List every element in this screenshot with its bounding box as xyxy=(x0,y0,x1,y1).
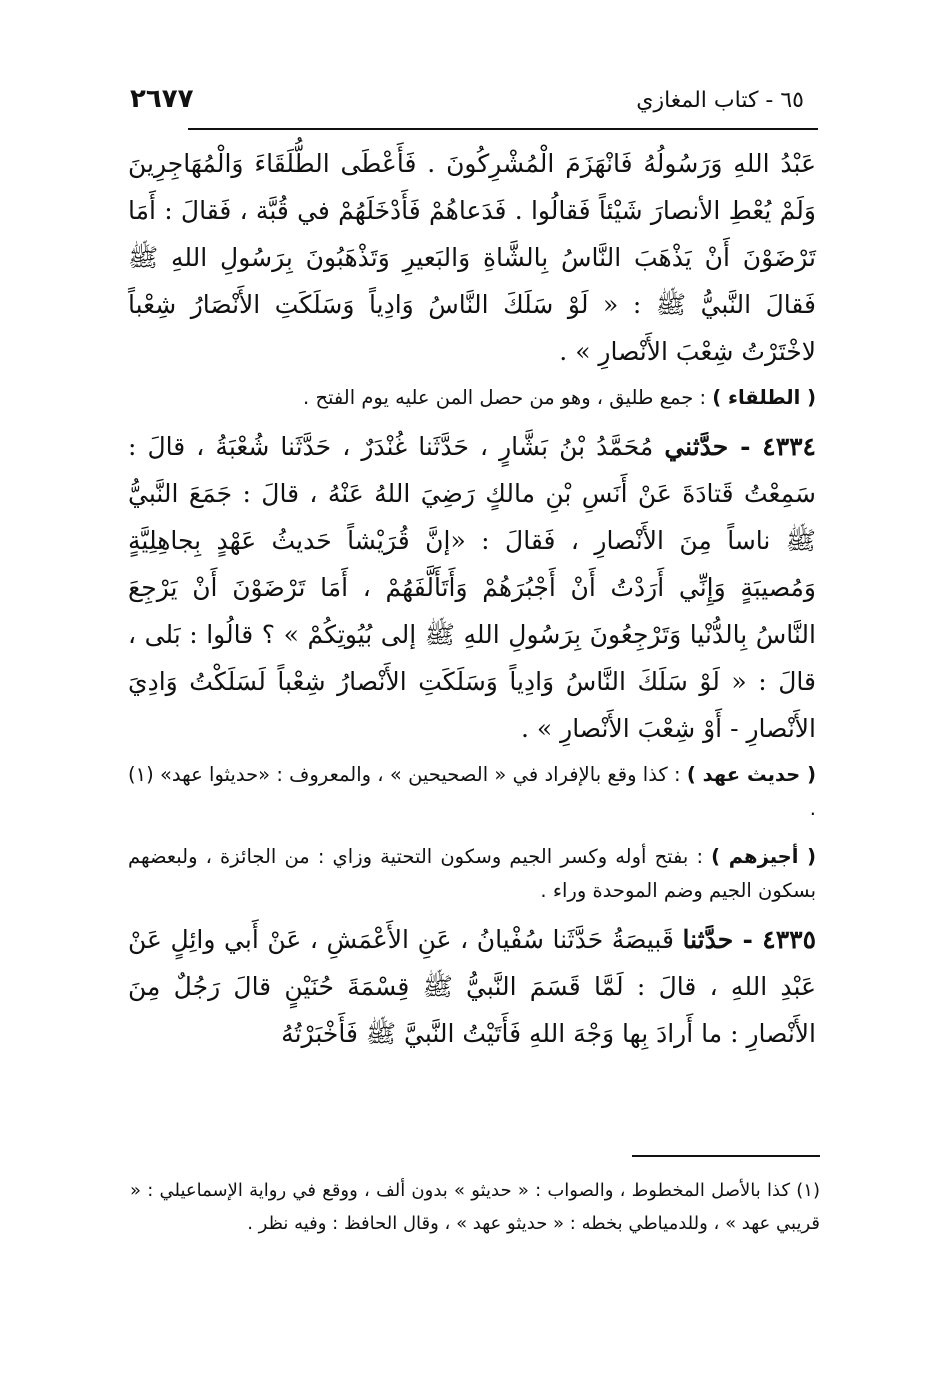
hadith-number: ٤٣٣٥ xyxy=(762,925,816,954)
gloss-text: : بفتح أوله وكسر الجيم وسكون التحتية وزاي : من الجائزة ، ولبعضهم بسكون الجيم وضم الموحدة وراء . xyxy=(128,845,816,902)
gloss-term: ( أجيزهم ) xyxy=(711,845,817,868)
gloss-text: : كذا وقع بالإفراد في « الصحيحين » ، والمعروف : «حديثوا عهد» xyxy=(153,763,687,786)
footnote-rule xyxy=(632,1155,820,1157)
body-text xyxy=(128,140,816,1057)
gloss-tail: . xyxy=(809,797,816,820)
gloss-text: : جمع طليق ، وهو من حصل المن عليه يوم الفتح . xyxy=(303,386,713,409)
gloss-tulaqa xyxy=(128,381,816,415)
hadith-dash: - xyxy=(728,432,763,461)
hadith-text: مُحَمَّدُ بْنُ بَشَّارٍ ، حَدَّثَنا غُنْدَرٌ ، حَدَّثَنا شُعْبَةُ ، قالَ : سَمِعْتُ قَتادَةَ عَنْ أَنَسِ بْنِ مالكٍ رَضِيَ اللهُ عَنْهُ ، قالَ : جَمَعَ النَّبيُّ ﷺ ناساً مِنَ الأَنْصارِ ، فَقالَ : «إنَّ قُرَيْشاً حَديثُ عَهْدٍ بِجاهِلِيَّةٍ وَمُصيبَةٍ وَإِنِّي أَرَدْتُ أَنْ أَجْبُرَهُمْ وَأَتَأَلَّفَهُمْ ، أَمَا تَرْضَوْنَ أَنْ يَرْجِعَ النَّاسُ بِالدُّنْيا وَتَرْجِعُونَ بِرَسُولِ اللهِ ﷺ إلى بُيُوتِكُمْ » ؟ قالُوا : بَلى ، قالَ : « لَوْ سَلَكَ النَّاسُ وَادِياً وَسَلَكَتِ الأَنْصارُ شِعْباً لَسَلَكْتُ وَادِيَ الأَنْصارِ - أَوْ شِعْبَ الأَنْصارِ » . xyxy=(128,432,816,743)
gloss-term: ( حديث عهد ) xyxy=(686,763,816,786)
chapter-title: ٦٥ - كتاب المغازي xyxy=(636,88,804,113)
gloss-ujizuhum xyxy=(128,840,816,908)
hadith-number: ٤٣٣٤ xyxy=(762,432,816,461)
gloss-term: ( الطلقاء ) xyxy=(712,386,816,409)
paragraph-hadith-4334 xyxy=(128,423,816,752)
footnote-text: (١) كذا بالأصل المخطوط ، والصواب : « حديثو » بدون ألف ، ووقع في رواية الإسماعيلي : « قريبي عهد » ، وللدمياطي بخطه : « حديثو عهد » ، وقال الحافظ : وفيه نظر . xyxy=(130,1180,820,1234)
paragraph-hadith-4335 xyxy=(128,916,816,1057)
header-rule xyxy=(188,128,818,130)
gloss-hadith-ahd xyxy=(128,758,816,826)
hadith-dash: - xyxy=(733,925,763,954)
running-header xyxy=(130,84,804,124)
footnote xyxy=(130,1174,820,1240)
paragraph-hadith-continuation: عَبْدُ اللهِ وَرَسُولُهُ فَانْهَزَمَ الْمُشْرِكُونَ . فَأَعْطَى الطُّلَقَاءَ وَالْمُهَاجِرِينَ وَلَمْ يُعْطِ الأنصارَ شَيْئاً فَقالُوا . فَدَعاهُمْ فَأَدْخَلَهُمْ في قُبَّة ، فَقالَ : أَمَا تَرْضَوْنَ أَنْ يَذْهَبَ النَّاسُ بِالشَّاةِ وَالبَعيرِ وَتَذْهَبُونَ بِرَسُولِ اللهِ ﷺ فَقالَ النَّبيُّ ﷺ : « لَوْ سَلَكَ النَّاسُ وَادِياً وَسَلَكَتِ الأَنْصَارُ شِعْباً لاخْتَرْتُ شِعْبَ الأَنْصارِ » . xyxy=(128,149,816,366)
hadith-opening-word: حدَّثني xyxy=(664,432,729,461)
page-number: ٢٦٧٧ xyxy=(130,84,194,114)
hadith-opening-word: حدَّثنا xyxy=(682,925,734,954)
hadith-text: قَبيصَةُ حَدَّثَنا سُفْيانُ ، عَنِ الأَعْمَشِ ، عَنْ أَبي وائِلٍ عَنْ عَبْدِ اللهِ ، قالَ : لَمَّا قَسَمَ النَّبيُّ ﷺ قِسْمَةَ حُنَيْنٍ قالَ رَجُلٌ مِنَ الأَنْصارِ : ما أَرادَ بِها وَجْهَ اللهِ فَأَتَيْتُ النَّبيَّ ﷺ فَأَخْبَرْتُهُ xyxy=(128,925,816,1048)
footnote-reference[interactable]: (١) xyxy=(128,763,154,786)
